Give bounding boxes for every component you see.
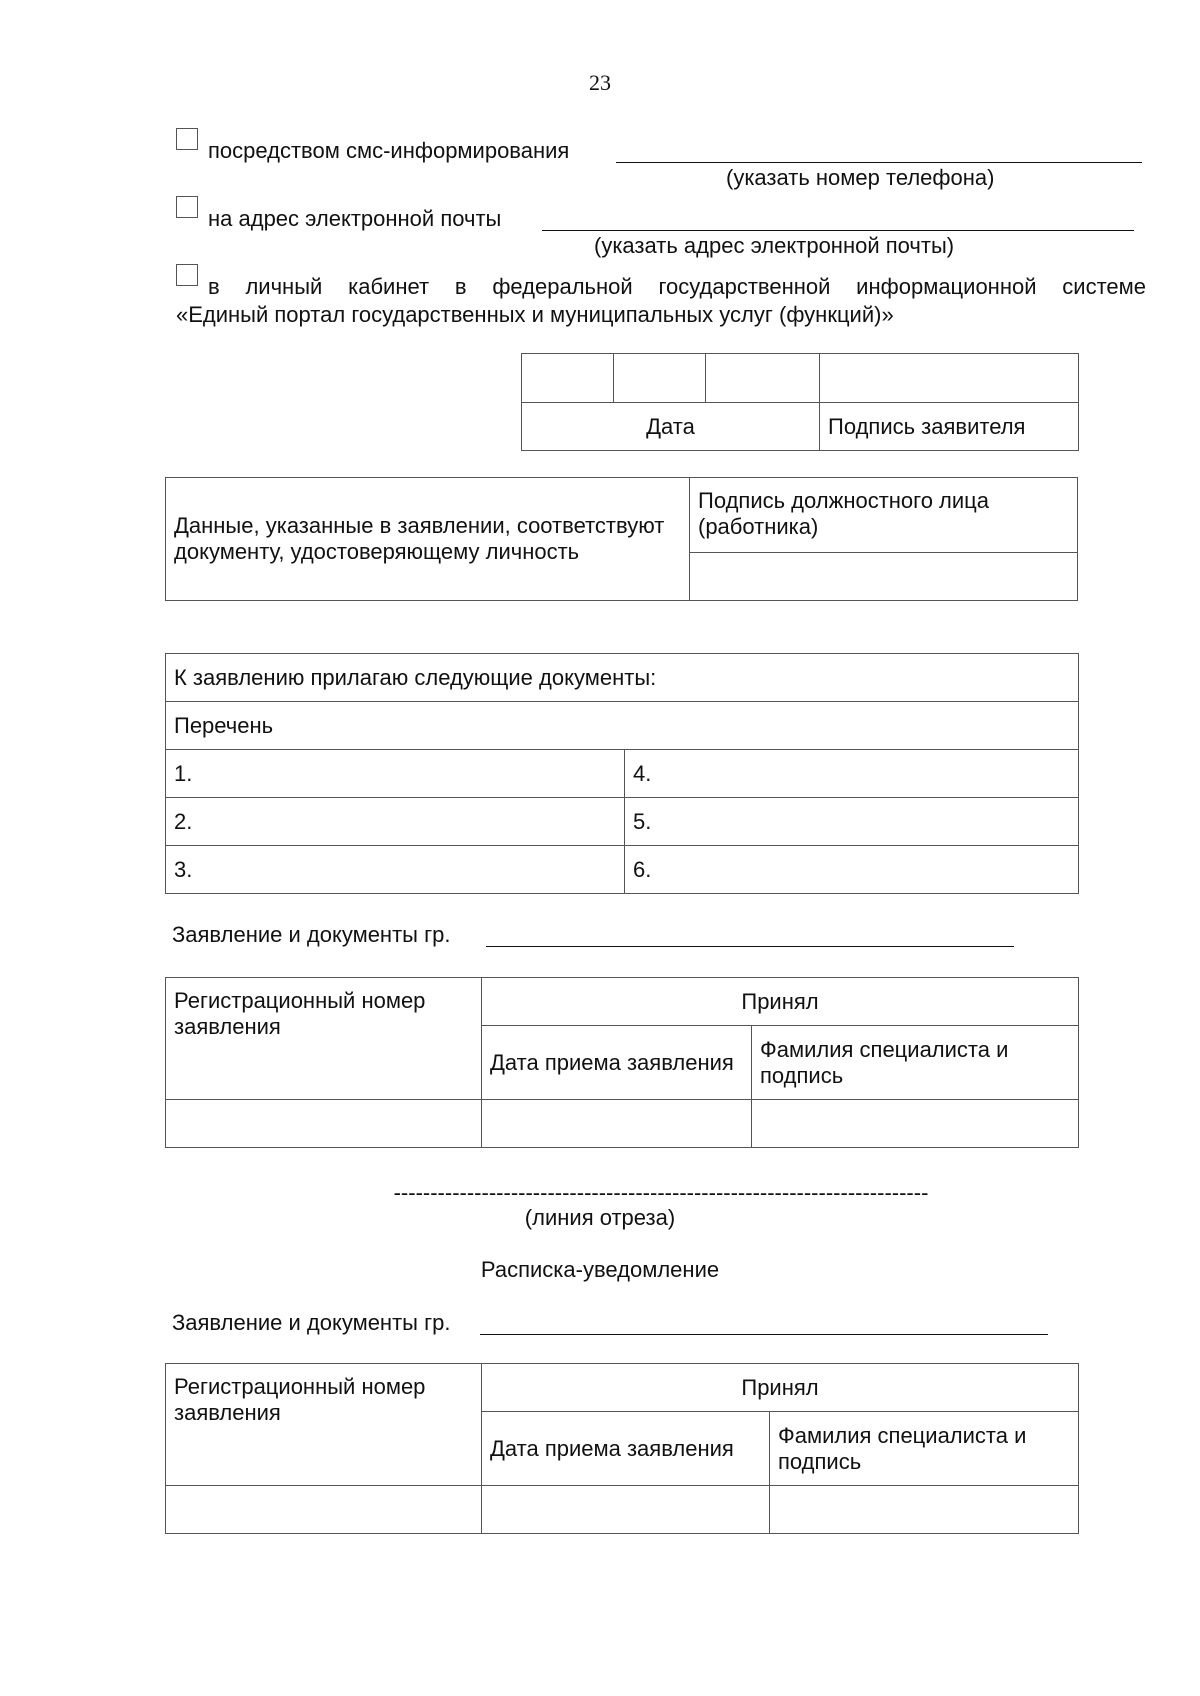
- documents-table: [165, 653, 1079, 894]
- reg-number-cell-2[interactable]: [166, 1486, 482, 1534]
- date-year-cell[interactable]: [706, 354, 820, 403]
- statement-label-2: Заявление и документы гр.: [172, 1310, 451, 1335]
- documents-list-label: Перечень: [166, 702, 1079, 750]
- date-month-cell[interactable]: [614, 354, 706, 403]
- email-input-line[interactable]: [542, 230, 1134, 231]
- receipt-title: Расписка-уведомление: [480, 1257, 720, 1282]
- verification-text: Данные, указанные в заявлении, соответствуют документу, удостоверяющему личность: [166, 478, 690, 601]
- specialist-cell-2[interactable]: [770, 1486, 1079, 1534]
- receipt-date-cell-2[interactable]: [482, 1486, 770, 1534]
- receipt-date-cell-1[interactable]: [482, 1100, 752, 1148]
- statement-label-1: Заявление и документы гр.: [172, 922, 451, 947]
- sms-label: посредством смс-информирования: [208, 138, 570, 163]
- applicant-name-line-2[interactable]: [480, 1334, 1048, 1335]
- portal-label-line2: «Единый портал государственных и муниципальных услуг (функций)»: [176, 302, 894, 327]
- reg-number-header-1: Регистрационный номер заявления: [166, 978, 482, 1100]
- accepted-header-2: Принял: [482, 1364, 1079, 1412]
- documents-header: К заявлению прилагаю следующие документы:: [166, 654, 1079, 702]
- page-number: 23: [589, 70, 611, 95]
- cut-line-label: (линия отреза): [524, 1205, 676, 1230]
- specialist-header-2: Фамилия специалиста и подпись: [770, 1412, 1079, 1486]
- portal-label-line1: в личный кабинет в федеральной государственной информационной системе: [208, 274, 1146, 299]
- official-signature-header: Подпись должностного лица (работника): [690, 478, 1078, 553]
- portal-checkbox[interactable]: [176, 264, 198, 286]
- email-label: на адрес электронной почты: [208, 206, 502, 231]
- applicant-name-line-1[interactable]: [486, 946, 1014, 947]
- document-item-3[interactable]: 3.: [166, 846, 625, 894]
- document-item-1[interactable]: 1.: [166, 750, 625, 798]
- document-item-6[interactable]: 6.: [625, 846, 1079, 894]
- receipt-date-header-1: Дата приема заявления: [482, 1026, 752, 1100]
- date-label: Дата: [522, 403, 820, 451]
- official-signature-cell[interactable]: [690, 553, 1078, 601]
- date-day-cell[interactable]: [522, 354, 614, 403]
- registration-table-2: [165, 1363, 1079, 1534]
- applicant-signature-table: [521, 353, 1079, 451]
- specialist-cell-1[interactable]: [752, 1100, 1079, 1148]
- document-item-4[interactable]: 4.: [625, 750, 1079, 798]
- document-item-2[interactable]: 2.: [166, 798, 625, 846]
- phone-hint: (указать номер телефона): [726, 165, 995, 190]
- applicant-signature-cell[interactable]: [820, 354, 1079, 403]
- reg-number-header-2: Регистрационный номер заявления: [166, 1364, 482, 1486]
- cut-line: -------------------------------------------------------------------------: [393, 1180, 929, 1205]
- receipt-date-header-2: Дата приема заявления: [482, 1412, 770, 1486]
- email-checkbox[interactable]: [176, 196, 198, 218]
- reg-number-cell-1[interactable]: [166, 1100, 482, 1148]
- accepted-header-1: Принял: [482, 978, 1079, 1026]
- sms-checkbox[interactable]: [176, 128, 198, 150]
- phone-input-line[interactable]: [616, 162, 1142, 163]
- applicant-signature-label: Подпись заявителя: [820, 403, 1079, 451]
- document-item-5[interactable]: 5.: [625, 798, 1079, 846]
- email-hint: (указать адрес электронной почты): [594, 233, 955, 258]
- specialist-header-1: Фамилия специалиста и подпись: [752, 1026, 1079, 1100]
- registration-table-1: [165, 977, 1079, 1148]
- verification-table: [165, 477, 1078, 601]
